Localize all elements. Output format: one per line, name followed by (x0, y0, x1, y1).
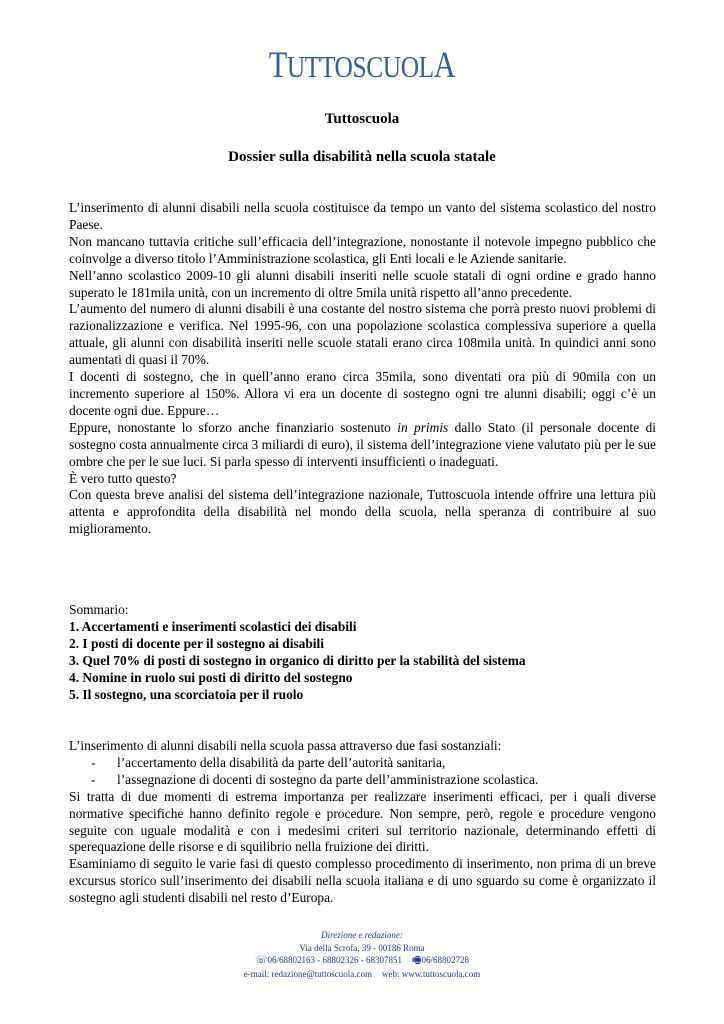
intro-paragraph-3: Nell’anno scolastico 2009-10 gli alunni disabili inseriti nelle scuole statali di ogni ordine e grado hanno superato le 181mila unità, con un incremento di oltre 5mila unità rispetto all’anno precedente. (69, 267, 656, 300)
summary-item-1: 1. Accertamenti e inserimenti scolastici dei disabili (69, 618, 357, 634)
list-item (69, 772, 656, 789)
bullet-dash: - (91, 771, 96, 787)
summary-label: Sommario: (69, 602, 129, 617)
summary-item-2: 2. I posti di docente per il sostegno ai disabili (69, 635, 324, 651)
p6-text-b: dallo Stato (il personale docente di sostegno costa annualmente circa 3 miliardi di euro), il sistema dell’integrazione viene valutato più per le sue ombre che per le sue luci. Si parla spesso di interventi insufficienti o inadeguati. (69, 419, 656, 469)
intro-paragraph-4: L’aumento del numero di alunni disabili è una costante del nostro sistema che porrà presto nuovi problemi di razionalizzazione e verifica. Nel 1995-96, con una popolazione scolastica complessiva superiore a quella attuale, gli alunni con disabilità inseriti nelle scuole statali erano circa 108mila unità. In quindici anni sono aumentati di quasi il 70%. (69, 301, 656, 368)
document-heading: Tuttoscuola (324, 111, 400, 127)
intro-paragraph-7: È vero tutto questo? (69, 470, 177, 486)
bullet-dash: - (91, 754, 96, 770)
phases-list (69, 755, 656, 789)
footer-fax: 06/68802728 (421, 955, 469, 965)
p6-text-a: Eppure, nonostante lo sforzo anche finanziario sostenuto (69, 419, 398, 435)
footer-web (0, 968, 724, 981)
footer-contacts (0, 954, 724, 968)
footer-website[interactable]: web: www.tuttoscuola.com (382, 968, 481, 979)
footer-label: Direzione e redazione: (321, 930, 403, 940)
list-item (69, 755, 656, 772)
list-item-text: l’accertamento della disabilità da parte dell’autorità sanitaria, (117, 754, 446, 770)
intro-paragraph-1: L’inserimento di alunni disabili nella scuola costituisce da tempo un vanto del sistema scolastico del nostro Paese. (69, 200, 656, 232)
footer-email[interactable]: e-mail: redazione@tuttoscuola.com (243, 968, 373, 979)
intro-section (69, 200, 656, 538)
phases-paragraph-2: Si tratta di due momenti di estrema importanza per realizzare inserimenti efficaci, per i quali diverse normative specifiche hanno definito regole e procedure. Non sempre, però, regole e procedure vengono seguite con uguale modalità e con i medesimi criteri sul territorio nazionale, determinando effetti di sperequazione delle risorse e di squilibrio nella fruizione dei diritti. (69, 788, 656, 855)
page-footer (0, 929, 724, 980)
phases-paragraph-3: Esaminiamo di seguito le varie fasi di questo complesso procedimento di inserimento, non prima di un breve excursus storico sull’inserimento dei disabili nella scuola italiana e di uno sguardo su come è organizzato il sostegno agli studenti disabili nel resto d’Europa. (69, 856, 656, 906)
logo-middle: UTTOSCUOL (286, 49, 434, 84)
logo-initial: T (268, 45, 287, 86)
intro-paragraph-5: I docenti di sostegno, che in quell’anno erano circa 35mila, sono diventati ora più di 90mila con un incremento superiore al 150%. Allora vi era un docente di sostegno ogni tre alunni disabili; oggi c’è un docente ogni due. Eppure… (69, 369, 656, 418)
tuttoscuola-logo (65, 44, 659, 87)
phone-icon: ☏ (255, 955, 268, 966)
summary-item-3: 3. Quel 70% di posti di sostegno in organico di diritto per la stabilità del sistema (69, 652, 526, 668)
intro-paragraph-8: Con questa breve analisi del sistema dell’integrazione nazionale, Tuttoscuola intende offrire una lettura più attenta e approfondita della disabilità nel mondo della scuola, nella speranza di contribuire al suo miglioramento. (69, 487, 656, 537)
p6-italic: in primis (397, 419, 449, 435)
footer-phones: 06/68802163 - 68802326 - 68307851 (267, 955, 403, 965)
intro-paragraph-6 (69, 420, 656, 471)
document-title: Dossier sulla disabilità nella scuola statale (228, 149, 496, 165)
phases-lead: L’inserimento di alunni disabili nella scuola passa attraverso due fasi sostanziali: (69, 738, 502, 753)
intro-paragraph-2: Non mancano tuttavia critiche sull’efficacia dell’integrazione, nonostante il notevole impegno pubblico che coinvolge a diverso titolo l’Amministrazione scolastica, gli Enti locali e le Aziende sanitarie. (69, 233, 656, 266)
footer-address: Via della Scrofa, 39 - 00186 Roma (299, 942, 425, 953)
logo-final: A (433, 45, 456, 86)
phases-section (69, 738, 656, 907)
summary-item-4: 4. Nomine in ruolo sui posti di diritto del sostegno (69, 669, 353, 685)
summary-item-5: 5. Il sostegno, una scorciatoia per il ruolo (69, 686, 304, 702)
summary-section (69, 602, 656, 703)
list-item-text: l’assegnazione di docenti di sostegno da parte dell’amministrazione scolastica. (117, 771, 539, 787)
fax-icon: 🖷 (412, 955, 422, 966)
